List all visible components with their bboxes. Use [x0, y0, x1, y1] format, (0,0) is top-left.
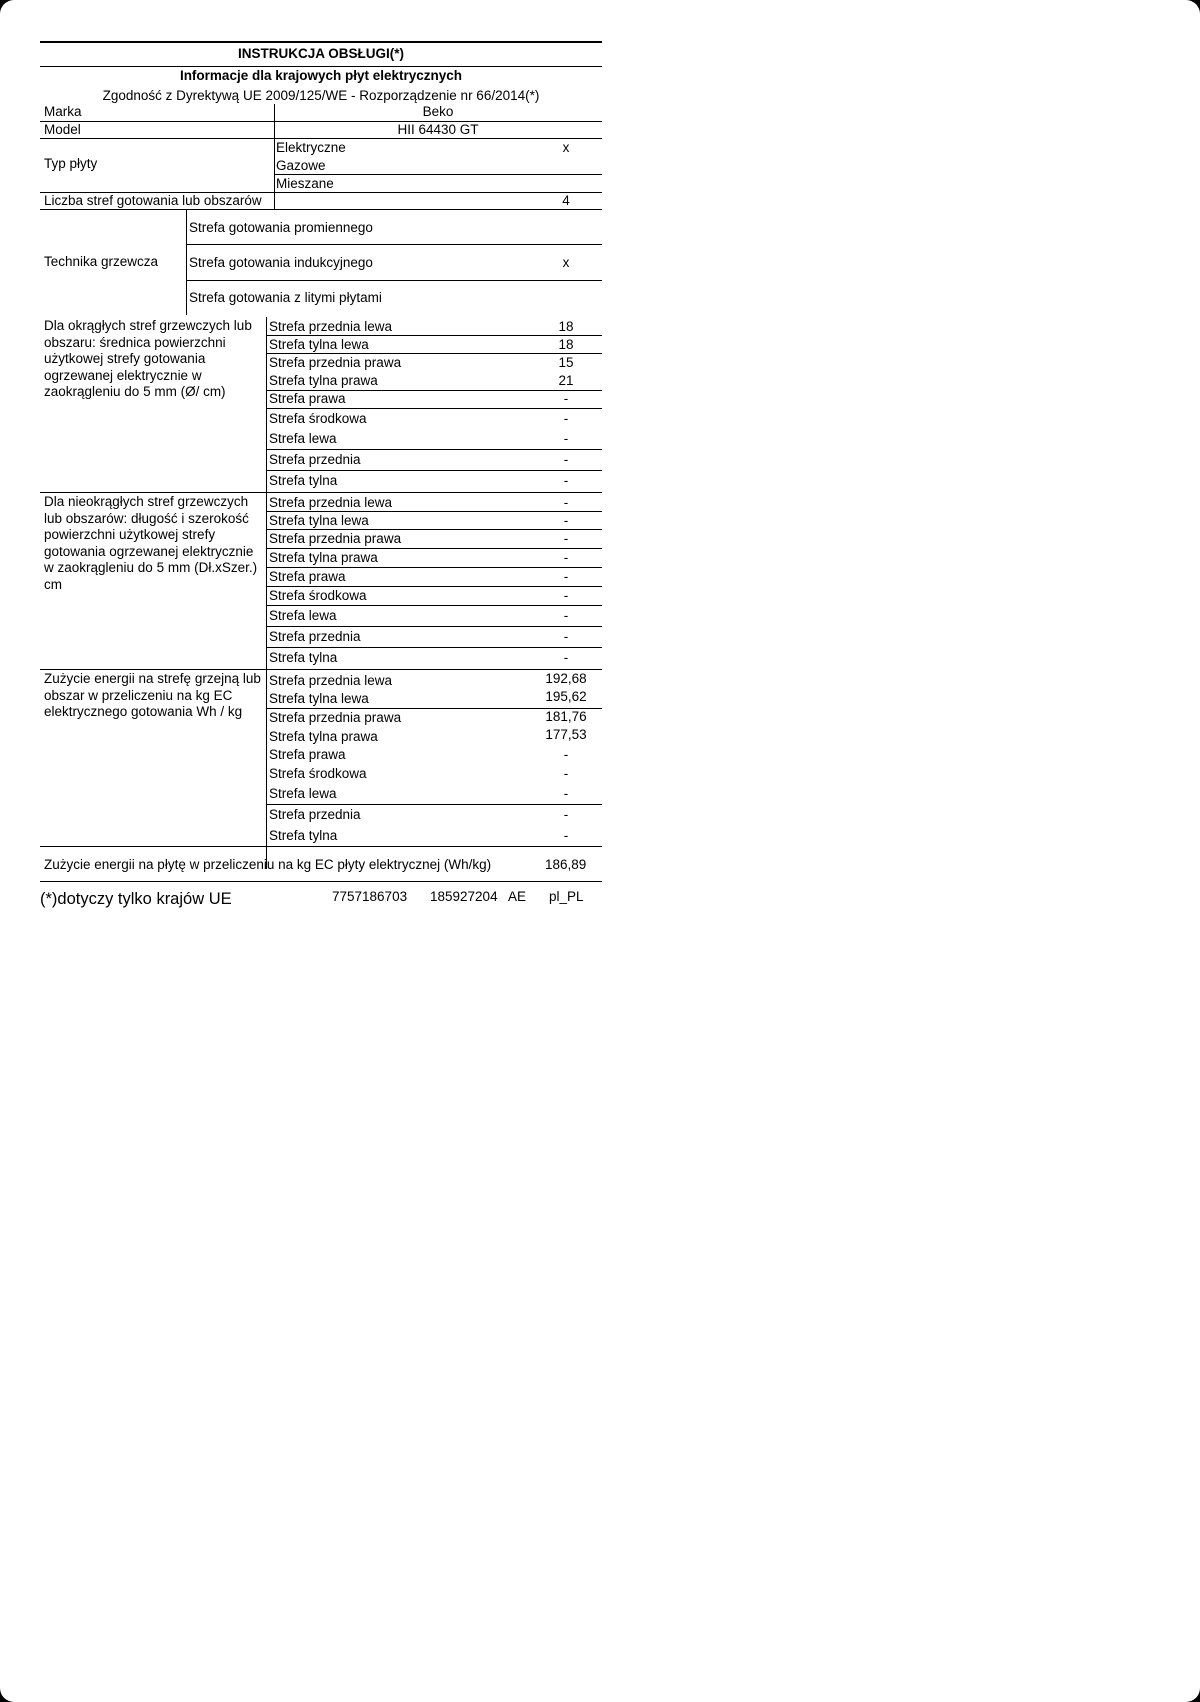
nonround-zone-value: -: [563, 608, 569, 623]
nonround-zone-name: Strefa tylna prawa: [269, 550, 378, 565]
round-zone-name: Strefa przednia prawa: [269, 355, 402, 370]
energy-zone-name: Strefa tylna lewa: [269, 691, 369, 706]
energy-zone-value: 177,53: [545, 727, 587, 742]
nonround-zone-name: Strefa przednia prawa: [269, 531, 402, 546]
footer-code-1: 7757186703: [332, 889, 408, 904]
energy-zone-value: 195,62: [545, 689, 587, 704]
footer-code-2: 185927204: [430, 889, 498, 904]
heating-tech-induction: Strefa gotowania indukcyjnego: [189, 255, 373, 270]
energy-zone-name: Strefa tylna prawa: [269, 729, 378, 744]
energy-zones-label: Zużycie energii na strefę grzejną lub obszar w przeliczeniu na kg EC elektrycznego gotowania Wh / kg: [44, 671, 261, 719]
hob-type-gas: Gazowe: [276, 158, 326, 173]
nonround-zone-value: -: [563, 550, 569, 565]
energy-zone-value: -: [563, 786, 569, 801]
round-zone-value: 18: [558, 337, 574, 352]
brand-label: Marka: [44, 104, 82, 119]
document-subtitle: Informacje dla krajowych płyt elektrycznych: [179, 68, 463, 83]
round-zone-name: Strefa środkowa: [269, 411, 367, 426]
energy-zone-value: -: [563, 828, 569, 843]
nonround-zones-label: Dla nieokrągłych stref grzewczych lub obszarów: długość i szerokość powierzchni użytkowej strefy gotowania ogrzewanej elektrycznie w zaokrągleniu do 5 mm (Dł.xSzer.) cm: [44, 494, 258, 592]
energy-zone-name: Strefa przednia: [269, 807, 361, 822]
round-zone-value: -: [563, 411, 569, 426]
hob-type-label: Typ płyty: [44, 156, 98, 171]
footer-locale: pl_PL: [549, 889, 584, 904]
model-label: Model: [44, 122, 81, 137]
energy-zone-name: Strefa tylna: [269, 828, 338, 843]
model-value: HII 64430 GT: [397, 122, 479, 137]
energy-zone-value: 192,68: [545, 671, 587, 686]
nonround-zone-value: -: [563, 531, 569, 546]
nonround-zone-value: -: [563, 569, 569, 584]
round-zone-name: Strefa przednia lewa: [269, 319, 393, 334]
round-zone-name: Strefa przednia: [269, 452, 361, 467]
energy-zone-value: 181,76: [545, 709, 587, 724]
nonround-zone-name: Strefa lewa: [269, 608, 337, 623]
total-energy-label: Zużycie energii na płytę w przeliczeniu na kg EC płyty elektrycznej (Wh/kg): [44, 857, 492, 872]
hob-type-electric-mark: x: [562, 140, 570, 155]
heating-tech-label: Technika grzewcza: [44, 254, 159, 269]
heating-tech-radiant: Strefa gotowania promiennego: [189, 220, 373, 235]
nonround-zone-value: -: [563, 650, 569, 665]
round-zone-value: -: [563, 431, 569, 446]
nonround-zone-name: Strefa przednia lewa: [269, 495, 393, 510]
heating-tech-solid: Strefa gotowania z litymi płytami: [189, 290, 382, 305]
energy-zone-name: Strefa środkowa: [269, 766, 367, 781]
round-zone-value: 18: [558, 319, 574, 334]
nonround-zone-name: Strefa prawa: [269, 569, 346, 584]
round-zone-value: -: [563, 391, 569, 406]
energy-zone-name: Strefa przednia prawa: [269, 710, 402, 725]
nonround-zone-name: Strefa środkowa: [269, 588, 367, 603]
hob-type-mixed: Mieszane: [276, 176, 334, 191]
energy-zone-name: Strefa przednia lewa: [269, 673, 393, 688]
round-zone-value: -: [563, 452, 569, 467]
footer-note: (*)dotyczy tylko krajów UE: [40, 890, 232, 908]
energy-zone-value: -: [563, 807, 569, 822]
round-zone-value: 15: [558, 355, 574, 370]
brand-value: Beko: [422, 104, 454, 119]
nonround-zone-value: -: [563, 513, 569, 528]
round-zone-name: Strefa tylna: [269, 473, 338, 488]
nonround-zone-name: Strefa przednia: [269, 629, 361, 644]
round-zone-name: Strefa tylna prawa: [269, 373, 378, 388]
nonround-zone-value: -: [563, 629, 569, 644]
document-title: INSTRUKCJA OBSŁUGI(*): [237, 46, 404, 61]
hob-type-electric: Elektryczne: [276, 140, 346, 155]
total-energy-value: 186,89: [545, 857, 587, 872]
heating-tech-induction-mark: x: [562, 255, 570, 270]
round-zone-name: Strefa tylna lewa: [269, 337, 369, 352]
round-zone-value: -: [563, 473, 569, 488]
nonround-zone-value: -: [563, 495, 569, 510]
round-zone-value: 21: [558, 373, 574, 388]
energy-zone-value: -: [563, 766, 569, 781]
nonround-zone-name: Strefa tylna lewa: [269, 513, 369, 528]
zone-count-label: Liczba stref gotowania lub obszarów: [44, 193, 262, 208]
nonround-zone-name: Strefa tylna: [269, 650, 338, 665]
round-zones-label: Dla okrągłych stref grzewczych lub obszaru: średnica powierzchni użytkowej strefy gotowania ogrzewanej elektrycznie w zaokrągleniu do 5 mm (Ø/ cm): [44, 318, 252, 399]
energy-zone-name: Strefa prawa: [269, 747, 346, 762]
compliance-line: Zgodność z Dyrektywą UE 2009/125/WE - Rozporządzenie nr 66/2014(*): [102, 88, 540, 103]
zone-count-value: 4: [562, 193, 570, 208]
footer-code-3: AE: [508, 889, 527, 904]
round-zone-name: Strefa lewa: [269, 431, 337, 446]
energy-zone-name: Strefa lewa: [269, 786, 337, 801]
nonround-zone-value: -: [563, 588, 569, 603]
energy-zone-value: -: [563, 747, 569, 762]
round-zone-name: Strefa prawa: [269, 391, 346, 406]
